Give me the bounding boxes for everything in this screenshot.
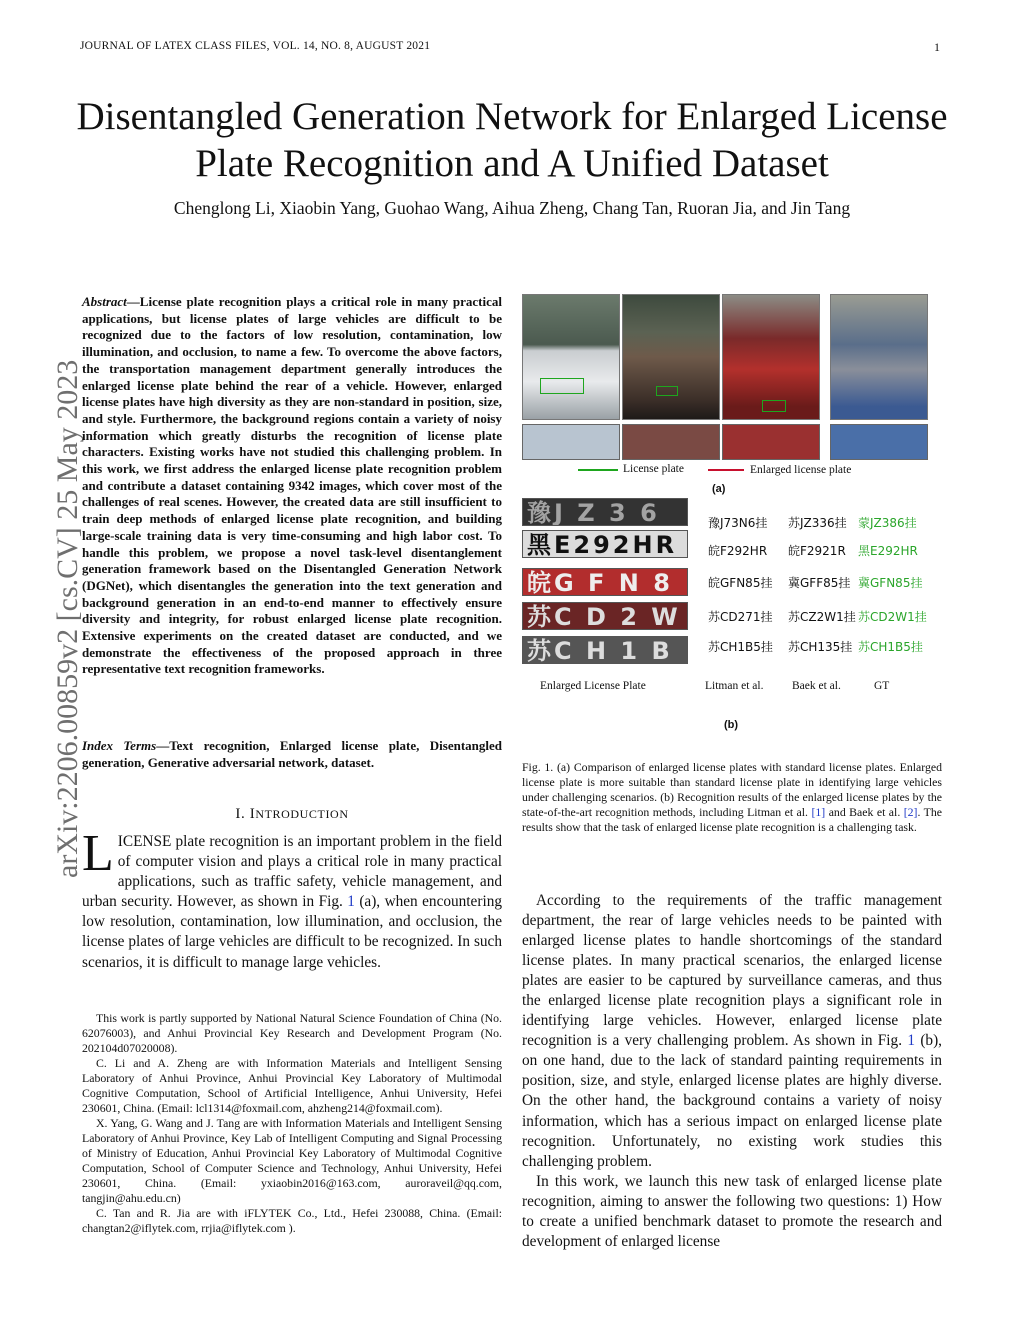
legend-license: License plate — [623, 463, 684, 475]
footnote: This work is partly supported by National Natural Science Foundation of China (No. 62076003), and Anhui Provincial Key Research and Development Program (No. 202104d07020008). — [82, 1011, 502, 1055]
litman-result: 皖F292HR — [708, 544, 768, 558]
page-number: 1 — [934, 40, 940, 54]
arxiv-stamp: arXiv:2206.00859v2 [cs.CV] 25 May 2023 — [51, 359, 84, 878]
plate-box — [762, 400, 786, 412]
baek-result: 苏JZ336挂 — [788, 516, 847, 530]
subfigure-label-b: (b) — [724, 719, 739, 731]
caption-label: Fig. 1. — [522, 760, 554, 774]
section-heading — [82, 806, 502, 823]
gt-result: 蒙JZ386挂 — [858, 516, 917, 530]
running-header: JOURNAL OF LATEX CLASS FILES, VOL. 14, NO. 8, AUGUST 2021 — [80, 40, 431, 52]
litman-result: 苏CH1B5挂 — [708, 640, 773, 654]
caption-text-c: . The results show that the task of enlarged license plate recognition is a challenging task. — [522, 805, 943, 834]
paragraph-text: According to the requirements of the traffic management department, the rear of large vehicles needs to be painted with enlarged license plates to handle shortcomings of the standard license plates. In many practical scenarios, the enlarged license plates are easier to be captured by surveillance cameras, and thus the enlarged license plate recognition plays a significant role in identifying large vehicles. However, enlarged license plate recognition is a very challenging problem. As shown in Fig. — [522, 892, 942, 1050]
enlarged-plate: 豫J Z 3 6 — [522, 498, 688, 526]
abstract: Abstract—License plate recognition plays a critical role in many practical applications, but license plates of large vehicles are difficult to be recognized due to the factors of low resolution, contamination, low illumination, and occlusion, to name a few. To overcome the above factors, the transportation management department generally introduces the enlarged license plate behind the rear of a vehicle. However, enlarged license plates have high diversity as they are non-standard in position, size, and style. Furthermore, the background regions contain a variety of noisy information which greatly disturbs the recognition of license plate characters. Existing works have not studied this challenging problem. In this work, we first address the enlarged license plate recognition problem and contribute a dataset containing 9342 images, which cover most of the challenges of real scenes. However, the created data are still insufficient to train deep methods of enlarged license plate recognition, and building large-scale training data is very time-consuming and high labor cost. To handle this problem, we propose a novel task-level disentanglement generation framework based on the Disentangled Generation Network (DGNet), which disentangles the generation into the text generation and background generation in an end-to-end manner to effectively ensure diversity and integrity, for robust enlarged license plate recognition. Extensive experiments on the created dataset are conducted, and we demonstrate the effectiveness of the proposed approach in three representative text recognition frameworks. — [82, 294, 502, 677]
legend-line-red — [708, 469, 744, 471]
right-body-text — [522, 891, 942, 1252]
legend-enlarged: Enlarged license plate — [750, 464, 852, 476]
baek-result: 苏CZ2W1挂 — [788, 610, 856, 624]
enlarged-plate: 黑E292HR — [522, 530, 688, 558]
paragraph-text: (b), on one hand, due to the lack of standard painting requirements in position, size, and style, enlarged license plates are highly diverse. On the other hand, the background contains a variety of noisy information, which has a serious impact on enlarged license plate recognition. Unfortunately, no existing work studies this challenging problem. — [522, 1032, 942, 1170]
index-terms-text: Text recognition, Enlarged license plate, Disentangled generation, Generative adversarial network, dataset. — [82, 738, 502, 770]
fig-ref-link[interactable]: 1 — [347, 893, 355, 911]
citation-link[interactable]: [1] — [811, 805, 826, 819]
index-terms: Index Terms—Text recognition, Enlarged license plate, Disentangled generation, Generative adversarial network, dataset. — [82, 738, 502, 770]
gt-result: 苏CD2W1挂 — [858, 610, 927, 624]
subfigure-label-a: (a) — [712, 483, 726, 495]
col-label-litman: Litman et al. — [705, 680, 764, 692]
author-list: Chenglong Li, Xiaobin Yang, Guohao Wang, Aihua Zheng, Chang Tan, Ruoran Jia, and Jin Tang — [173, 198, 851, 218]
col-label-baek: Baek et al. — [792, 680, 841, 692]
fig-ref-link[interactable]: 1 — [907, 1032, 916, 1050]
intro-paragraph — [82, 825, 502, 973]
paragraph — [522, 891, 942, 1172]
baek-result: 冀GFF85挂 — [788, 576, 851, 590]
plate-crop — [722, 424, 820, 460]
baek-result: 皖F2921R — [788, 544, 846, 558]
enlarged-plate: 皖G F N 8 — [522, 568, 688, 596]
dropcap: L — [82, 825, 114, 882]
citation-link[interactable]: [2] — [903, 805, 918, 819]
paper-title: Disentangled Generation Network for Enlarged License Plate Recognition and A Unified Dataset — [76, 95, 948, 185]
abstract-label: Abstract — [82, 294, 127, 309]
paragraph: In this work, we launch this new task of enlarged license plate recognition, aiming to answer the following two questions: 1) How to create a unified benchmark dataset to promote the research and development of enlarged license — [522, 1172, 942, 1250]
enlarged-plate: 苏C D 2 W — [522, 602, 688, 630]
litman-result: 苏CD271挂 — [708, 610, 773, 624]
footnote: X. Yang, G. Wang and J. Tang are with Information Materials and Intelligent Sensing Laboratory of Anhui Province, Key Lab of Intelligent Computing and Signal Processing of Ministry of Education, Anhui Provincial Key Laboratory of Multimodal Cognitive Computation, School of Computer Science and Technology, Anhui University, Hefei 230601, China. (Email: yxiaobin2016@163.com, auroraveil@qq.com, tangjin@ahu.edu.cn) — [82, 1116, 502, 1205]
enlarged-plate: 苏C H 1 B — [522, 636, 688, 664]
caption-text-b: and Baek et al. — [828, 805, 901, 819]
plate-crop — [622, 424, 720, 460]
caption-text-a: (a) Comparison of enlarged license plates with standard license plates. Enlarged license plate is more suitable than standard license plate in identifying large vehicles under challenging scenarios. (b) Recognition results of the enlarged license plates by the state-of-the-art recognition methods, including Litman et al. — [522, 760, 943, 819]
col-label-enlarged: Enlarged License Plate — [540, 680, 646, 692]
footnote: C. Li and A. Zheng are with Information Materials and Intelligent Sensing Laboratory of Anhui Province, Anhui Provincial Key Laboratory of Multimodal Cognitive Computation, School of Artificial Intelligence, Anhui University, Hefei 230601, China. (Email: lcl1314@foxmail.com, ahzheng214@foxmail.com). — [82, 1056, 502, 1115]
gt-result: 黑E292HR — [858, 544, 918, 558]
intro-text-b: (a), when encountering low resolution, contamination, low illumination, and occlusion, the license plates of large vehicles are difficult to be recognized. In such scenarios, it is difficult to manage large vehicles. — [82, 893, 502, 971]
plate-crop — [830, 424, 928, 460]
intro-text-a: ICENSE plate recognition is an important problem in the field of computer vision and plays a critical role in many practical applications, such as traffic safety, vehicle management, and urban security. However, as shown in Fig. — [82, 833, 502, 911]
figure-caption — [522, 760, 942, 835]
legend-line-green — [578, 469, 618, 471]
litman-result: 豫J73N6挂 — [708, 516, 768, 530]
vehicle-photo — [830, 294, 928, 420]
section-title-first: I — [249, 806, 256, 822]
col-label-gt: GT — [874, 680, 890, 692]
vehicle-photo — [622, 294, 720, 420]
gt-result: 冀GFN85挂 — [858, 576, 923, 590]
abstract-text: License plate recognition plays a critical role in many practical applications, but license plates of large vehicles are difficult to be recognized due to the factors of low resolution, contamination, low illumination, and occlusion, to name a few. To overcome the above factors, the transportation management department generally introduces the enlarged license plate behind the rear of a vehicle. However, enlarged license plates have high diversity as they are non-standard in position, size, and style. Furthermore, the background regions contain a variety of noisy information which greatly disturbs the recognition of license plate characters. Existing works have not studied this challenging problem. In this work, we first address the enlarged license plate recognition problem and contribute a dataset containing 9342 images, which cover most of the challenges of real scenes. However, the created data are still insufficient to train deep methods of enlarged license plate recognition, and building large-scale training data is very time-consuming and high labor cost. To handle this problem, we propose a novel task-level disentanglement generation framework based on the Disentangled Generation Network (DGNet), which disentangles the generation into the text generation and background generation in an end-to-end manner to effectively ensure diversity and integrity, for robust enlarged license plate recognition. Extensive experiments on the created dataset are conducted, and we demonstrate the effectiveness of the proposed approach in three representative text recognition frameworks. — [82, 294, 502, 677]
section-title-rest: NTRODUCTION — [255, 807, 349, 821]
index-terms-label: Index Terms — [82, 738, 157, 753]
baek-result: 苏CH135挂 — [788, 640, 853, 654]
gt-result: 苏CH1B5挂 — [858, 640, 923, 654]
figure-1 — [522, 292, 942, 732]
plate-box — [540, 378, 584, 394]
plate-crop — [522, 424, 620, 460]
section-number: I. — [235, 806, 246, 822]
footnote: C. Tan and R. Jia are with iFLYTEK Co., Ltd., Hefei 230088, China. (Email: changtan2@iflytek.com, rrjia@iflytek.com ). — [82, 1206, 502, 1235]
litman-result: 皖GFN85挂 — [708, 576, 773, 590]
plate-box — [656, 386, 678, 396]
footnotes — [82, 1011, 502, 1236]
vehicle-photo — [522, 294, 620, 420]
